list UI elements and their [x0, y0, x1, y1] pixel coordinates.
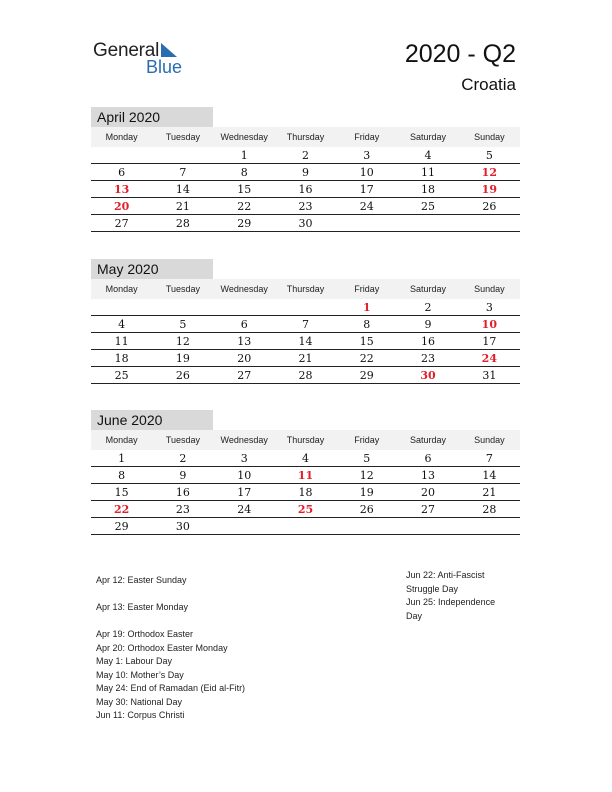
weekday-label: Tuesday	[165, 284, 201, 294]
page-title: 2020 - Q2	[404, 40, 516, 68]
weekday-label: Thursday	[286, 435, 325, 445]
day-cell: 12	[359, 468, 374, 482]
day-cell: 14	[175, 182, 190, 196]
day-cell: 19	[175, 351, 190, 365]
month-calendar	[91, 410, 520, 535]
note-spacer	[96, 615, 326, 629]
week-row	[91, 484, 520, 501]
weekday-header-row	[91, 430, 520, 450]
week-row	[91, 181, 520, 198]
week-row	[91, 518, 520, 535]
day-cell: 8	[118, 468, 126, 482]
holiday-note: Jun 25: Independence	[406, 597, 496, 607]
day-cell: 13	[113, 182, 130, 196]
weekday-label: Sunday	[474, 132, 505, 142]
logo	[93, 40, 193, 80]
day-cell: 16	[175, 485, 190, 499]
day-cell: 30	[298, 216, 313, 230]
day-cell: 22	[113, 502, 130, 516]
day-cell: 30	[420, 368, 436, 382]
month-calendar	[91, 107, 520, 232]
day-cell: 17	[482, 334, 497, 348]
weekday-label: Tuesday	[165, 435, 201, 445]
holiday-note: Jun 22: Anti-Fascist	[406, 570, 485, 580]
day-cell: 24	[359, 199, 374, 213]
day-cell: 7	[485, 451, 493, 465]
week-row	[91, 501, 520, 518]
day-cell: 14	[298, 334, 313, 348]
logo-blue-text: Blue	[146, 57, 183, 77]
day-cell: 4	[301, 451, 309, 465]
week-row	[91, 316, 520, 333]
day-cell: 28	[482, 502, 497, 516]
weekday-label: Sunday	[474, 435, 505, 445]
day-cell: 4	[118, 317, 126, 331]
day-cell: 8	[363, 317, 371, 331]
holiday-note: May 10: Mother’s Day	[96, 669, 184, 680]
day-cell: 25	[114, 368, 129, 382]
day-cell: 11	[114, 334, 129, 348]
day-cell: 13	[237, 334, 252, 348]
month-calendar	[91, 259, 520, 384]
day-cell: 2	[301, 148, 309, 162]
weekday-header-row	[91, 279, 520, 299]
weekday-label: Tuesday	[165, 132, 201, 142]
weekday-label: Thursday	[286, 284, 325, 294]
day-cell: 22	[359, 351, 374, 365]
day-cell: 4	[424, 148, 432, 162]
holiday-notes-right	[406, 569, 526, 623]
weekday-label: Friday	[354, 284, 380, 294]
day-cell: 7	[301, 317, 309, 331]
day-cell: 28	[298, 368, 313, 382]
day-cell: 29	[114, 519, 129, 533]
week-row	[91, 450, 520, 467]
day-cell: 20	[237, 351, 252, 365]
day-cell: 10	[359, 165, 374, 179]
day-cell: 3	[485, 300, 493, 314]
holiday-note: May 1: Labour Day	[96, 656, 173, 666]
weekday-label: Saturday	[410, 435, 447, 445]
day-cell: 15	[359, 334, 374, 348]
weekday-header-row	[91, 127, 520, 147]
day-cell: 23	[421, 351, 436, 365]
day-cell: 30	[175, 519, 190, 533]
day-cell: 28	[175, 216, 190, 230]
logo-triangle-icon	[161, 43, 177, 57]
week-row	[91, 198, 520, 215]
day-cell: 12	[175, 334, 190, 348]
day-cell: 3	[240, 451, 248, 465]
day-cell: 2	[179, 451, 187, 465]
day-cell: 12	[481, 165, 497, 179]
day-cell: 25	[421, 199, 436, 213]
weekday-label: Wednesday	[220, 435, 268, 445]
day-cell: 10	[481, 317, 497, 331]
day-cell: 25	[297, 502, 314, 516]
weekday-label: Monday	[105, 284, 138, 294]
day-cell: 16	[421, 334, 436, 348]
month-label: June 2020	[91, 410, 213, 430]
day-cell: 23	[175, 502, 190, 516]
day-cell: 22	[237, 199, 252, 213]
day-cell: 24	[481, 351, 497, 365]
day-cell: 9	[301, 165, 309, 179]
holiday-note: Day	[406, 610, 423, 621]
holiday-note: Apr 20: Orthodox Easter Monday	[96, 642, 228, 653]
day-cell: 1	[240, 148, 248, 162]
day-cell: 18	[421, 182, 436, 196]
weekday-label: Thursday	[286, 132, 325, 142]
weekday-label: Saturday	[410, 132, 447, 142]
weekday-label: Friday	[354, 435, 380, 445]
weekday-label: Monday	[105, 132, 138, 142]
weekday-label: Wednesday	[220, 284, 268, 294]
day-cell: 15	[114, 485, 129, 499]
day-cell: 27	[421, 502, 436, 516]
day-cell: 16	[298, 182, 313, 196]
week-row	[91, 215, 520, 232]
day-cell: 17	[237, 485, 252, 499]
day-cell: 5	[363, 451, 371, 465]
week-row	[91, 333, 520, 350]
country-name: Croatia	[461, 75, 516, 94]
day-cell: 18	[298, 485, 313, 499]
holiday-note: Struggle Day	[406, 583, 459, 594]
day-cell: 21	[298, 351, 313, 365]
day-cell: 26	[482, 199, 497, 213]
day-cell: 26	[359, 502, 374, 516]
week-row	[91, 147, 520, 164]
note-spacer	[96, 588, 326, 602]
day-cell: 21	[482, 485, 497, 499]
day-cell: 6	[424, 451, 432, 465]
holiday-note: May 30: National Day	[96, 696, 183, 707]
weekday-label: Friday	[354, 132, 380, 142]
day-cell: 1	[362, 300, 371, 314]
day-cell: 2	[424, 300, 432, 314]
day-cell: 19	[359, 485, 374, 499]
holiday-note: Apr 19: Orthodox Easter	[96, 629, 194, 639]
day-cell: 29	[237, 216, 252, 230]
day-cell: 29	[359, 368, 374, 382]
day-cell: 3	[363, 148, 371, 162]
day-cell: 9	[424, 317, 432, 331]
day-cell: 6	[240, 317, 248, 331]
holiday-note: Apr 13: Easter Monday	[96, 602, 189, 612]
day-cell: 9	[179, 468, 187, 482]
day-cell: 27	[114, 216, 129, 230]
day-cell: 15	[237, 182, 252, 196]
logo-general-text: General	[93, 40, 160, 61]
week-row	[91, 350, 520, 367]
holiday-note: Apr 12: Easter Sunday	[96, 575, 187, 585]
day-cell: 20	[421, 485, 436, 499]
weekday-label: Monday	[105, 435, 138, 445]
day-cell: 6	[118, 165, 126, 179]
day-cell: 8	[240, 165, 248, 179]
day-cell: 10	[237, 468, 252, 482]
weekday-label: Sunday	[474, 284, 505, 294]
holiday-notes-left	[96, 574, 326, 723]
day-cell: 14	[482, 468, 497, 482]
day-cell: 13	[421, 468, 436, 482]
day-cell: 17	[359, 182, 374, 196]
day-cell: 11	[421, 165, 436, 179]
day-cell: 11	[297, 468, 314, 482]
week-row	[91, 299, 520, 316]
day-cell: 5	[485, 148, 493, 162]
week-row	[91, 367, 520, 384]
week-row	[91, 467, 520, 484]
day-cell: 23	[298, 199, 313, 213]
day-cell: 20	[113, 199, 130, 213]
week-row	[91, 164, 520, 181]
month-label: April 2020	[91, 107, 213, 127]
day-cell: 21	[175, 199, 190, 213]
day-cell: 19	[481, 182, 497, 196]
weekday-label: Wednesday	[220, 132, 268, 142]
day-cell: 1	[118, 451, 126, 465]
day-cell: 24	[237, 502, 252, 516]
holiday-note: May 24: End of Ramadan (Eid al-Fitr)	[96, 683, 246, 693]
weekday-label: Saturday	[410, 284, 447, 294]
day-cell: 7	[179, 165, 187, 179]
holiday-note: Jun 11: Corpus Christi	[96, 710, 185, 720]
day-cell: 31	[482, 368, 497, 382]
day-cell: 5	[179, 317, 187, 331]
month-label: May 2020	[91, 259, 213, 279]
day-cell: 27	[237, 368, 252, 382]
day-cell: 26	[175, 368, 190, 382]
day-cell: 18	[114, 351, 129, 365]
